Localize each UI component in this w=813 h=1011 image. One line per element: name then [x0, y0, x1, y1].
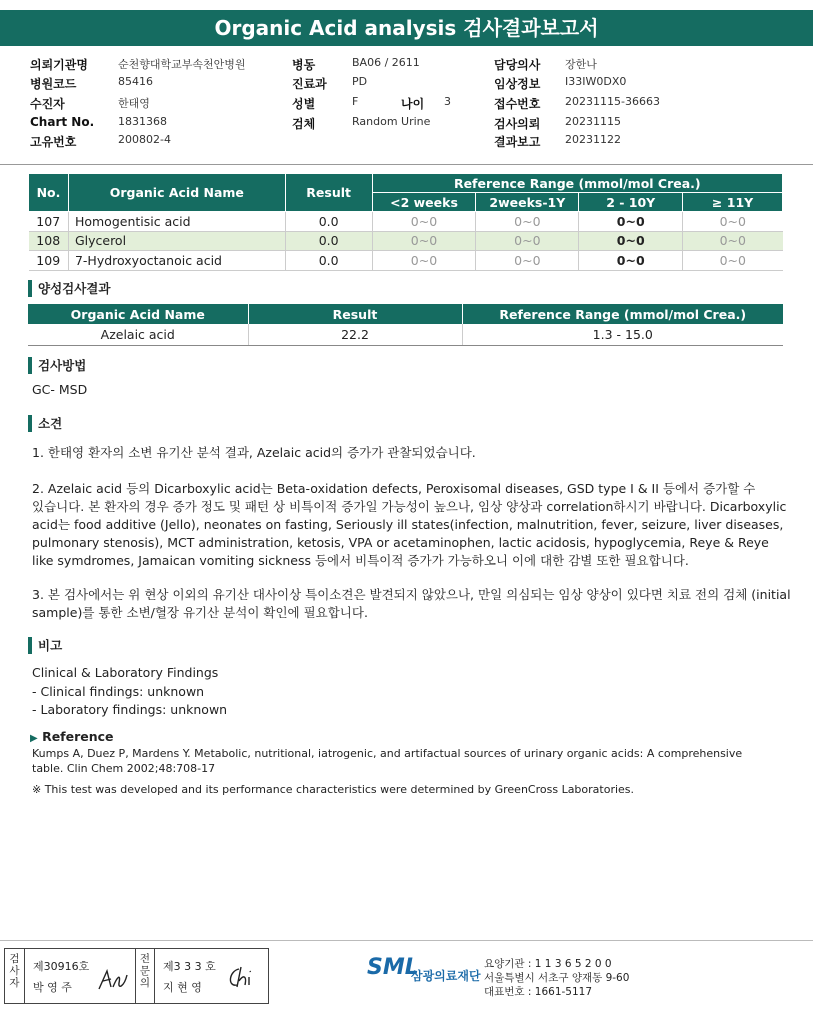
- hospital-code-value: 85416: [118, 75, 153, 88]
- row-ref: 0~0: [476, 231, 579, 251]
- remarks-line2: - Clinical findings: unknown: [32, 684, 205, 699]
- col-lt2weeks: <2 weeks: [372, 193, 476, 212]
- specialist-label: [135, 949, 155, 1003]
- unique-no-label: 고유번호: [30, 135, 77, 149]
- findings-p3-line: 3. 본 검사에서는 위 현상 이외의 유기산 대사이상 특이소견은 발견되지 않았으나, 만일 의심되는 임상 양상이 있다면 치료 전의 검체 (initial: [32, 587, 791, 602]
- col-2-10y: 2 - 10Y: [579, 193, 683, 212]
- clinical-info-value: I33IW0DX0: [565, 75, 627, 88]
- row-no: 107: [29, 212, 69, 232]
- col-ge11y: ≥ 11Y: [683, 193, 783, 212]
- results-table: [28, 173, 783, 271]
- examiner-signature: [97, 967, 131, 993]
- footer-divider: [0, 940, 813, 941]
- receipt-no-label: 접수번호: [494, 97, 541, 111]
- row-ref: 0~0: [372, 231, 476, 251]
- row-result: 0.0: [285, 251, 372, 271]
- specialist-signature: [225, 963, 263, 991]
- ward-label: 병동: [292, 58, 316, 72]
- address-line: 요양기관 : 1 1 3 6 5 2 0 0: [484, 958, 612, 970]
- pos-result: 22.2: [248, 324, 462, 345]
- specialist-label-char: 의: [139, 977, 151, 989]
- specialist-label-char: 전: [139, 953, 151, 965]
- findings-p2-line: 있습니다. 본 환자의 경우 증가 정도 및 패턴 상 비특이적 증가일 가능성이 높으나, 임상 양상과 correlation하시기 바랍니다. Dicarboxylic: [32, 499, 787, 514]
- row-ref: 0~0: [683, 251, 783, 271]
- test-request-value: 20231115: [565, 115, 621, 128]
- row-name: Homogentisic acid: [68, 212, 285, 232]
- row-no: 108: [29, 231, 69, 251]
- divider: [0, 164, 813, 165]
- logo-mark: SML: [367, 955, 419, 980]
- row-ref: 0~0: [372, 251, 476, 271]
- findings-p3-line: sample)를 통한 소변/혈장 유기산 분석이 확인에 필요합니다.: [32, 605, 368, 620]
- table-row: [29, 212, 783, 232]
- sex-value: F: [352, 95, 359, 108]
- row-ref: 0~0: [579, 231, 683, 251]
- test-request-label: 검사의뢰: [494, 117, 541, 131]
- result-report-value: 20231122: [565, 133, 621, 146]
- row-ref: 0~0: [683, 212, 783, 232]
- row-result: 0.0: [285, 212, 372, 232]
- findings-p2-line: 2. Azelaic acid 등의 Dicarboxylic acid는 Beta-oxidation defects, Peroxisomal diseases, GSD type I & II 등에서 증가할 수: [32, 481, 756, 496]
- row-name: Glycerol: [68, 231, 285, 251]
- findings-p1: 1. 한태영 환자의 소변 유기산 분석 결과, Azelaic acid의 증가가 관찰되었습니다.: [32, 445, 476, 460]
- signature-box: [4, 948, 269, 1004]
- examiner-name: 박 영 주: [33, 981, 72, 994]
- lab-address: [484, 957, 629, 999]
- row-name: 7-Hydroxyoctanoic acid: [68, 251, 285, 271]
- pos-col-result: Result: [248, 304, 462, 324]
- findings-heading: 소견: [28, 415, 62, 432]
- specialist-name: 지 현 영: [163, 981, 202, 994]
- row-ref: 0~0: [683, 231, 783, 251]
- examiner-label-char: 사: [9, 965, 20, 977]
- col-name: Organic Acid Name: [68, 174, 285, 212]
- remarks-line3: - Laboratory findings: unknown: [32, 702, 228, 717]
- remarks-line1: Clinical & Laboratory Findings: [32, 665, 219, 680]
- disclaimer: ※ This test was developed and its performance characteristics were determined by GreenCross Laboratories.: [32, 783, 635, 796]
- findings-p2-line: pulmonary stenosis), MCT administration, ketosis, VPA or acetaminophen, lactic acidosis, hypoglycemia, Reye & Reye: [32, 535, 769, 550]
- chart-no-value: 1831368: [118, 115, 167, 128]
- hospital-code-label: 병원코드: [30, 77, 77, 91]
- doctor-label: 담당의사: [494, 58, 541, 72]
- findings-p2: [32, 480, 812, 570]
- reference-label: Reference: [42, 729, 114, 744]
- row-ref: 0~0: [579, 251, 683, 271]
- collector-value: 한태영: [118, 97, 150, 110]
- age-value: 3: [444, 95, 451, 108]
- sex-label: 성별: [292, 97, 316, 111]
- address-line: 대표번호 : 1661-5117: [484, 986, 593, 998]
- requesting-org-label: 의뢰기관명: [30, 58, 88, 72]
- logo-text: 삼광의료재단: [411, 969, 481, 983]
- collector-label: 수진자: [30, 97, 65, 111]
- reference-citation: [32, 746, 812, 776]
- remarks-heading: 비고: [28, 637, 62, 654]
- pos-col-name: Organic Acid Name: [28, 304, 248, 324]
- requesting-org-value: 순천향대학교부속천안병원: [118, 58, 246, 71]
- specialist-label-char: 문: [139, 965, 151, 977]
- department-value: PD: [352, 75, 368, 88]
- reference-heading: [30, 728, 114, 748]
- table-row: [28, 324, 783, 345]
- age-label: 나이: [401, 97, 425, 111]
- reference-line: table. Clin Chem 2002;48:708-17: [32, 762, 216, 775]
- examiner-label-char: 자: [9, 977, 20, 989]
- findings-p2-line: like symdromes, Jamaican vomiting sickness 등에서 비특이적 증가가 가능하오니 이에 대한 감별 또한 필요합니다.: [32, 553, 689, 568]
- specialist-no: 제3 3 3 호: [163, 960, 216, 973]
- findings-p2-line: acid는 food additive (Jello), neonates on fasting, Seriously ill states(infection, malnutrition, fever, seizure, liver diseases,: [32, 517, 784, 532]
- examiner-label: [5, 949, 25, 1003]
- unique-no-value: 200802-4: [118, 133, 171, 146]
- report-title: Organic Acid analysis 검사결과보고서: [0, 10, 813, 46]
- department-label: 진료과: [292, 77, 327, 91]
- pos-ref: 1.3 - 15.0: [462, 324, 783, 345]
- pos-col-ref: Reference Range (mmol/mol Crea.): [462, 304, 783, 324]
- table-row: [29, 251, 783, 271]
- specimen-value: Random Urine: [352, 115, 431, 128]
- chart-no-label: Chart No.: [30, 115, 95, 129]
- result-report-label: 결과보고: [494, 135, 541, 149]
- examiner-no: 제30916호: [33, 960, 90, 973]
- row-ref: 0~0: [476, 251, 579, 271]
- method-text: GC- MSD: [32, 382, 88, 397]
- positive-results-heading: 양성검사결과: [28, 280, 110, 297]
- address-line: 서울특별시 서초구 양재동 9-60: [484, 972, 630, 984]
- doctor-value: 장한나: [565, 58, 597, 71]
- pos-name: Azelaic acid: [28, 324, 248, 345]
- row-ref: 0~0: [476, 212, 579, 232]
- table-row: [29, 231, 783, 251]
- ward-value: BA06 / 2611: [352, 56, 420, 69]
- col-no: No.: [29, 174, 69, 212]
- positive-results-table: [28, 304, 783, 346]
- col-2weeks-1y: 2weeks-1Y: [476, 193, 579, 212]
- row-result: 0.0: [285, 231, 372, 251]
- findings-p3: [32, 586, 812, 622]
- triangle-icon: ▶: [30, 733, 38, 744]
- method-heading: 검사방법: [28, 357, 86, 374]
- reference-line: Kumps A, Duez P, Mardens Y. Metabolic, nutritional, iatrogenic, and artifactual sources of urinary organic acids: A comprehensive: [32, 747, 743, 760]
- receipt-no-value: 20231115-36663: [565, 95, 660, 108]
- row-ref: 0~0: [372, 212, 476, 232]
- col-reference-range: Reference Range (mmol/mol Crea.): [372, 174, 782, 193]
- specimen-label: 검체: [292, 117, 316, 131]
- clinical-info-label: 임상정보: [494, 77, 541, 91]
- col-result: Result: [285, 174, 372, 212]
- examiner-label-char: 검: [9, 953, 20, 965]
- row-no: 109: [29, 251, 69, 271]
- row-ref: 0~0: [579, 212, 683, 232]
